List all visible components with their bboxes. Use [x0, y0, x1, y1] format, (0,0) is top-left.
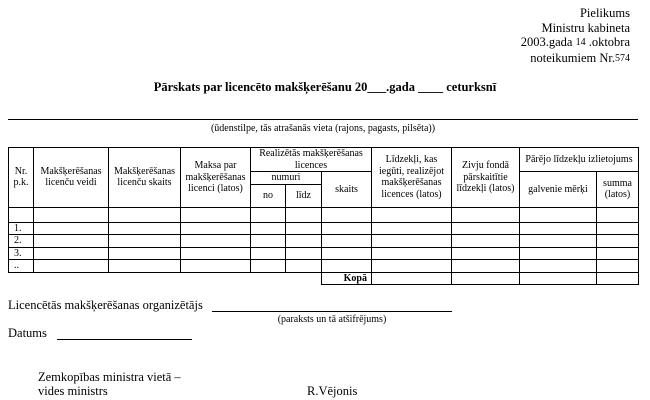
header-from: no — [251, 184, 286, 207]
table-row — [9, 260, 639, 273]
header-remaining-use: Pārējo līdzekļu izlietojums — [520, 148, 639, 172]
header-to: līdz — [286, 184, 322, 207]
organizer-signature-line — [212, 311, 452, 312]
date-label: Datums — [8, 326, 47, 340]
table-row — [9, 247, 639, 260]
organizer-label: Licencētās makšķerēšanas organizētājs — [8, 298, 203, 312]
header-funds-obtained: Līdzekļi, kas iegūti, realizējot makšķerēšanas licences (latos) — [372, 148, 452, 208]
header-types: Makšķerēšanas licenču veidi — [34, 148, 109, 208]
annex-regulation: noteikumiem Nr.574 — [530, 50, 630, 65]
header-quantity: skaits — [322, 172, 372, 208]
report-table — [8, 147, 639, 285]
row-number: .. — [9, 260, 34, 273]
header-realized: Realizētās makšķerēšanas licences — [251, 148, 372, 172]
annex-regulation-number: 574 — [615, 52, 630, 64]
waterbody-caption: (ūdenstilpe, tās atrašanās vieta (rajons, pagasts, pilsēta)) — [210, 123, 436, 134]
signature-caption: (paraksts un tā atšifrējums) — [277, 314, 387, 325]
row-number: 3. — [9, 247, 34, 260]
minister-line1: Zemkopības ministra vietā – — [38, 370, 181, 384]
table-row — [9, 222, 639, 235]
header-fee: Maksa par makšķerēšanas licenci (latos) — [181, 148, 251, 208]
minister-title — [38, 370, 181, 398]
report-title: Pārskats par licencēto makšķerēšanu 20___.gada ____ ceturksnī — [153, 80, 497, 94]
annex-line2: Ministru kabineta — [541, 20, 630, 35]
annex-date: 2003.gada 14 .oktobra — [520, 35, 630, 49]
row-number: 1. — [9, 222, 34, 235]
annex-header — [521, 6, 630, 66]
header-numbers: numuri — [251, 172, 322, 185]
waterbody-line — [8, 119, 638, 120]
header-nr: Nr. p.k. — [9, 148, 34, 208]
header-sum: summa (latos) — [597, 172, 639, 208]
date-line — [57, 339, 192, 340]
header-main-goals: galvenie mērķi — [520, 172, 597, 208]
minister-line2: vides ministrs — [38, 384, 108, 398]
row-number: 2. — [9, 235, 34, 248]
annex-line1: Pielikums — [579, 6, 630, 20]
header-fish-fund: Zivju fondā pārskaitītie līdzekļi (latos) — [452, 148, 520, 208]
total-row — [9, 272, 639, 285]
annex-date-day: 14 — [575, 37, 586, 48]
table-row — [9, 235, 639, 248]
header-count: Makšķerēšanas licenču skaits — [109, 148, 181, 208]
total-label: Kopā — [322, 272, 372, 285]
table-row-spacer — [9, 207, 34, 222]
minister-name: R.Vējonis — [307, 384, 358, 398]
